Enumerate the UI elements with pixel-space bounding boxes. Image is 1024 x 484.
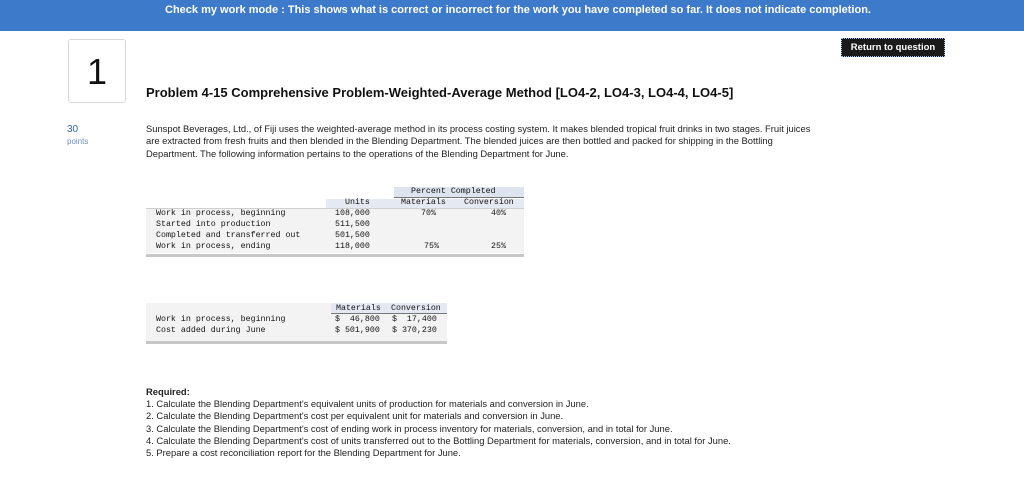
conversion-header: Conversion (391, 304, 441, 313)
question-number: 1 (68, 39, 126, 103)
row-units: 108,000 (335, 209, 370, 218)
points-value: 30 (67, 124, 79, 135)
row-materials-pct: 70% (421, 209, 436, 218)
row-label: Work in process, ending (156, 242, 271, 251)
return-to-question-button[interactable]: Return to question (841, 38, 945, 57)
row-label: Cost added during June (156, 326, 266, 335)
required-item: 1. Calculate the Blending Department's equivalent units of production for materials and conversion in June. (146, 398, 589, 410)
required-item: 4. Calculate the Blending Department's cost of units transferred out to the Bottling Department for materials, conversion, and in total for June. (146, 434, 731, 446)
row-materials-pct: 75% (424, 242, 439, 251)
required-label: Required: (146, 386, 190, 397)
row-conversion-pct: 25% (491, 242, 506, 251)
problem-description: Sunspot Beverages, Ltd., of Fiji uses the weighted-average method in its process costing system. It makes blended tropical fruit drinks in two stages. Fruit juices are extracted from fresh fruits and then blended in the Blending Department. The blended juices are then bottled and packed for shipping in the Bottling Department. The following information pertains to the operations of the Blending Department for June. (146, 123, 811, 159)
problem-title: Problem 4-15 Comprehensive Problem-Weighted-Average Method [LO4-2, LO4-3, LO4-4, LO4-5] (146, 85, 734, 100)
materials-header: Materials (401, 198, 446, 207)
percent-completed-header: Percent Completed (411, 187, 496, 196)
units-header: Units (345, 198, 370, 207)
points-box (67, 124, 88, 147)
row-conversion-cost: $ 370,230 (392, 326, 437, 335)
row-units: 511,500 (335, 220, 370, 229)
row-conversion-pct: 40% (491, 209, 506, 218)
points-label: points (67, 137, 89, 146)
row-label: Started into production (156, 220, 271, 229)
required-item: 2. Calculate the Blending Department's cost per equivalent unit for materials and conversion in June. (146, 410, 564, 422)
materials-header: Materials (336, 304, 381, 313)
required-item: 5. Prepare a cost reconciliation report for the Blending Department for June. (146, 447, 461, 459)
row-label: Completed and transferred out (156, 231, 301, 240)
row-label: Work in process, beginning (156, 315, 286, 324)
row-units: 501,500 (335, 231, 370, 240)
check-my-work-banner (0, 0, 1024, 31)
row-materials-cost: $ 46,800 (335, 315, 380, 324)
divider (146, 341, 447, 344)
banner-text: Check my work mode : This shows what is correct or incorrect for the work you have completed so far. It does not indicate completion. (165, 4, 871, 16)
divider (146, 254, 524, 257)
row-units: 118,000 (335, 242, 370, 251)
row-conversion-cost: $ 17,400 (392, 315, 437, 324)
row-materials-cost: $ 501,900 (335, 326, 380, 335)
row-label: Work in process, beginning (156, 209, 286, 218)
required-item: 3. Calculate the Blending Department's cost of ending work in process inventory for materials, conversion, and in total for June. (146, 422, 673, 434)
conversion-header: Conversion (464, 198, 514, 207)
required-section (146, 386, 816, 459)
units-table (146, 186, 524, 262)
cost-table (146, 303, 447, 345)
